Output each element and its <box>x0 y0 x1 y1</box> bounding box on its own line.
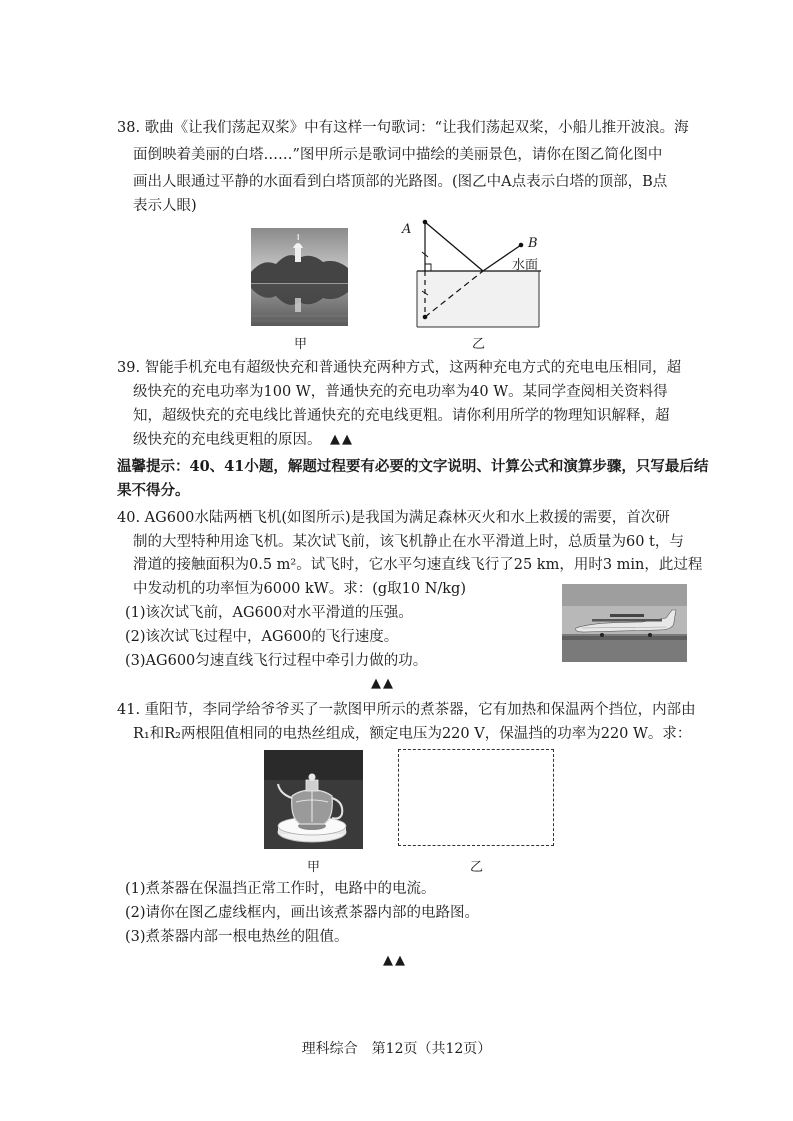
water-surface-label: 水面 <box>512 258 539 273</box>
q41-fig-jia-caption: 甲 <box>307 860 321 875</box>
tip-line-1: 温馨提示：40、41小题，解题过程要有必要的文字说明、计算公式和演算步骤，只写最后结 <box>117 458 709 475</box>
point-b-label: B <box>528 236 538 251</box>
point-a-label: A <box>402 222 412 237</box>
q40-sub-1: (1)该次试飞前，AG600对水平滑道的压强。 <box>125 605 413 621</box>
q40-answer-marker: ▲▲ <box>371 676 395 691</box>
q39-line-2: 级快充的充电功率为100 W，普通快充的充电功率为40 W。某同学查阅相关资料得 <box>133 384 668 400</box>
q38-line-3: 画出人眼通过平静的水面看到白塔顶部的光路图。(图乙中A点表示白塔的顶部，B点 <box>133 174 668 190</box>
q40-line-1: 40. AG600水陆两栖飞机(如图所示)是我国为满足森林灭火和水上救援的需要，首次研 <box>117 510 670 526</box>
q41-fig-yi-caption: 乙 <box>470 860 484 875</box>
q38-line-2: 面倒映着美丽的白塔……”图甲所示是歌词中描绘的美丽景色，请你在图乙简化图中 <box>133 147 663 163</box>
q38-line-1: 38. 歌曲《让我们荡起双桨》中有这样一句歌词：“让我们荡起双桨，小船儿推开波浪。海 <box>117 120 689 136</box>
q39-line-1: 39. 智能手机充电有超级快充和普通快充两种方式，这两种充电方式的充电电压相同，超 <box>117 360 682 376</box>
q41-line-2: R₁和R₂两根阻值相同的电热丝组成，额定电压为220 V，保温挡的功率为220 W。求： <box>133 726 692 742</box>
white-pagoda-photo <box>251 228 348 326</box>
q40-sub-2: (2)该次试飞过程中，AG600的飞行速度。 <box>125 629 399 645</box>
q41-line-1: 41. 重阳节，李同学给爷爷买了一款图甲所示的煮茶器，它有加热和保温两个挡位，内部由 <box>117 702 696 718</box>
q41-sub-1: (1)煮茶器在保温挡正常工作时，电路中的电流。 <box>125 881 436 897</box>
circuit-diagram-answer-box[interactable] <box>398 749 554 846</box>
q38-line-4: 表示人眼) <box>133 198 197 214</box>
tea-maker-photo <box>264 750 363 849</box>
q41-sub-2: (2)请你在图乙虚线框内，画出该煮茶器内部的电路图。 <box>125 905 480 921</box>
ag600-aircraft-photo <box>562 584 687 662</box>
q39-answer-marker: ▲▲ <box>330 432 354 447</box>
tip-line-2: 果不得分。 <box>117 482 190 499</box>
q41-answer-marker: ▲▲ <box>383 953 407 968</box>
q40-sub-3: (3)AG600匀速直线飞行过程中牵引力做的功。 <box>125 653 428 669</box>
q40-line-4: 中发动机的功率恒为6000 kW。求：(g取10 N/kg) <box>133 581 466 597</box>
q40-line-3: 滑道的接触面积为0.5 m²。试飞时，它水平匀速直线飞行了25 km，用时3 min，此过程 <box>133 557 703 573</box>
q38-fig-yi-caption: 乙 <box>472 337 486 352</box>
q39-line-4: 级快充的充电线更粗的原因。 <box>133 432 322 448</box>
q40-line-2: 制的大型特种用途飞机。某次试飞前，该飞机静止在水平滑道上时，总质量为60 t，与 <box>133 534 684 550</box>
page-footer: 理科综合 第12页（共12页） <box>301 1041 492 1057</box>
q41-sub-3: (3)煮茶器内部一根电热丝的阻值。 <box>125 929 349 945</box>
q39-line-3: 知，超级快充的充电线比普通快充的充电线更粗。请你利用所学的物理知识解释，超 <box>133 408 670 424</box>
light-path-diagram <box>413 219 543 329</box>
q38-fig-jia-caption: 甲 <box>294 337 308 352</box>
